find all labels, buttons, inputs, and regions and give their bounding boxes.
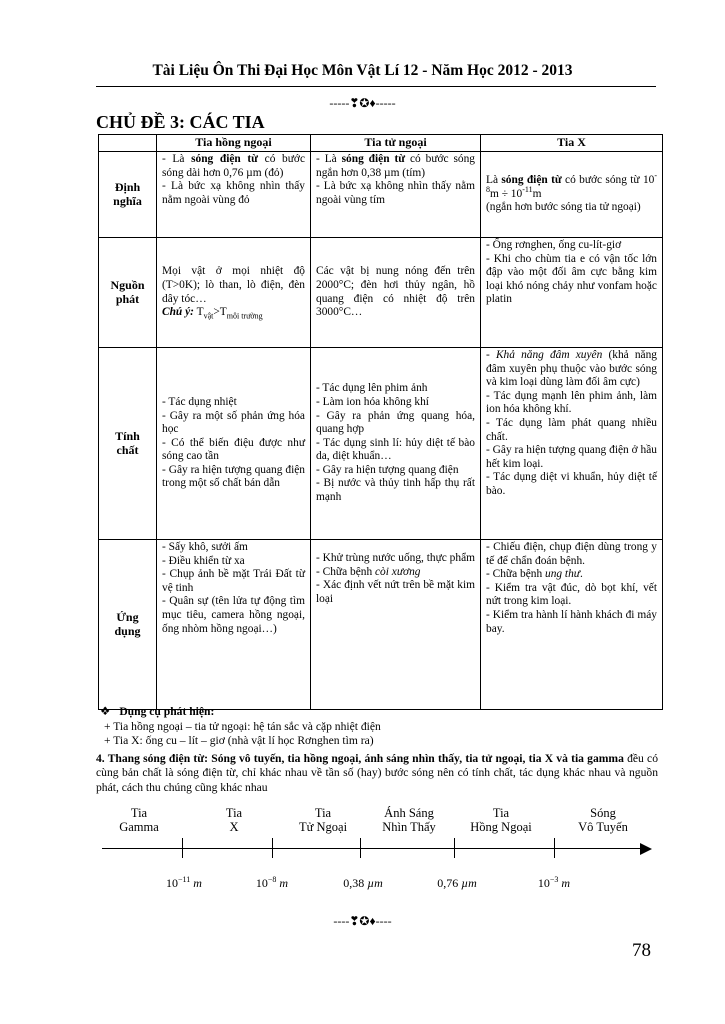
row-label-application: Ứng dụng [99,540,157,710]
page-number: 78 [632,940,651,961]
band-xray: Tia X [225,806,243,834]
col-header-uv: Tia tử ngoại [311,135,481,152]
band-visible: Ánh Sáng Nhìn Thấy [382,806,436,834]
cell-source-ir: Mọi vật ở mọi nhiệt độ (T>0K); lò than, lò điện, đèn dây tóc… Chú ý: $T_{vật}>T_{môi trường}$ [157,238,311,348]
row-label-source: Nguồn phát [99,238,157,348]
cell-definition-xray: Là sóng điện từ có bước sóng từ $10^{-8}m \div 10^{-11}m$ (ngắn hơn bước sóng tia tử ngoại) [481,152,663,238]
tick-mark [272,838,273,858]
table-header-row [99,135,663,152]
detectors-heading: ❖ Dụng cụ phát hiện: [100,705,215,718]
cell-application-xray: - Chiếu điện, chụp điện dùng trong y tế để chẩn đoán bệnh. - Chữa bệnh ung thư. - Kiểm tra vật đúc, dò bọt khí, vết nứt trong kim loại. - Kiểm tra hành lí hành khách đi máy bay. [481,540,663,710]
detectors-line-1: + Tia hồng ngoại – tia tử ngoại: hệ tán sắc và cặp nhiệt điện [104,719,381,733]
band-gamma: Tia Gamma [119,806,159,834]
col-header-ir: Tia hồng ngoại [157,135,311,152]
tick-label-0-76um: 0,76 µm [437,876,477,890]
table-row-definition [99,152,663,238]
cell-source-uv: Các vật bị nung nóng đến trên 2000°C; đèn hơi thủy ngân, hồ quang điện có nhiệt độ trên 3000°C… [311,238,481,348]
row-label-definition: Định nghĩa [99,152,157,238]
tick-mark [360,838,361,858]
tick-label-1e-8: $10^{-8}$ m [255,875,289,890]
detectors-section [100,705,660,749]
row-label-properties: Tính chất [99,348,157,540]
rays-comparison-table [98,134,663,710]
cell-properties-ir: - Tác dụng nhiệt - Gây ra một số phản ứng hóa học - Có thể biến điệu được như sóng cao tần - Gây ra hiện tượng quang điện trong một số chất bán dẫn [157,348,311,540]
cell-source-xray: - Ống rơnghen, ống cu-lít-giơ - Khi cho chùm tia e có vận tốc lớn đập vào một đối âm cực bằng kim loại khó nóng chảy như vonfam hoặc platin [481,238,663,348]
col-header-xray: Tia X [481,135,663,152]
document-header: Tài Liệu Ôn Thi Đại Học Môn Vật Lí 12 - Năm Học 2012 - 2013 [152,62,573,79]
em-spectrum-diagram [96,804,662,904]
cell-properties-uv: - Tác dụng lên phim ảnh - Làm ion hóa không khí - Gây ra phản ứng quang hóa, quang hợp - Tác dụng sinh lí: hủy diệt tế bào da, diệt khuẩn… - Gây ra hiện tượng quang điện - Bị nước và thủy tinh hấp thụ rất mạnh [311,348,481,540]
tick-mark [182,838,183,858]
tick-mark [554,838,555,858]
em-scale-paragraph: 4. Thang sóng điện từ: Sóng vô tuyến, tia hồng ngoại, ánh sáng nhìn thấy, tia tử ngoại, tia X và tia gamma đều có cùng bản chất là sóng điện từ, chỉ khác nhau về tần số (hay) bước sóng nên có tính chất, tác dụng khác nhau và nguồn phát, cách thu chúng cũng khác nhau [96,752,658,794]
band-radio: Sóng Vô Tuyến [578,806,628,834]
corner-cell [99,135,157,152]
table-row-properties [99,348,663,540]
band-uv: Tia Tử Ngoại [298,806,348,834]
arrow-right-icon [640,843,652,855]
header-ornament: -----❣✪♦----- [329,96,396,110]
table-row-application [99,540,663,710]
diamond-bullet-icon: ❖ [100,705,111,718]
table-row-source [99,238,663,348]
tick-label-1e-11: $10^{-11}$ m [166,875,202,890]
tick-label-0-38um: 0,38 µm [343,876,383,890]
footer-ornament: ----❣✪♦---- [333,914,392,928]
header-rule [96,86,656,87]
detectors-line-2: + Tia X: ống cu – lít – giơ (nhà vật lí học Rơnghen tìm ra) [104,734,374,747]
cell-application-ir: - Sấy khô, sưởi ấm - Điều khiển từ xa - Chụp ảnh bề mặt Trái Đất từ vệ tinh - Quân sự (tên lửa tự động tìm mục tiêu, camera hồng ngoại, ống nhòm hồng ngoại…) [157,540,311,710]
cell-definition-ir: - Là sóng điện từ có bước sóng dài hơn 0,76 µm (đỏ) - Là bức xạ không nhìn thấy nằm ngoài vùng đỏ [157,152,311,238]
cell-definition-uv: - Là sóng điện từ có bước sóng ngắn hơn 0,38 µm (tím) - Là bức xạ không nhìn thấy nằm ngoài vùng tím [311,152,481,238]
tick-label-1e-3: $10^{-3}$ m [537,875,571,890]
cell-application-uv: - Khử trùng nước uống, thực phẩm - Chữa bệnh còi xương - Xác định vết nứt trên bề mặt kim loại [311,540,481,710]
cell-properties-xray: - Khả năng đâm xuyên (khả năng đâm xuyên phụ thuộc vào bước sóng và kim loại dùng làm đối âm cực) - Tác dụng mạnh lên phim ảnh, làm ion hóa không khí. - Tác dụng làm phát quang nhiều chất. - Gây ra hiện tượng quang điện ở hầu hết kim loại. - Tác dụng diệt vi khuẩn, hủy diệt tế bào. [481,348,663,540]
band-ir: Tia Hồng Ngoại [470,806,532,834]
chapter-title: CHỦ ĐỀ 3: CÁC TIA [96,112,265,132]
spectrum-axis [102,848,644,849]
tick-mark [454,838,455,858]
